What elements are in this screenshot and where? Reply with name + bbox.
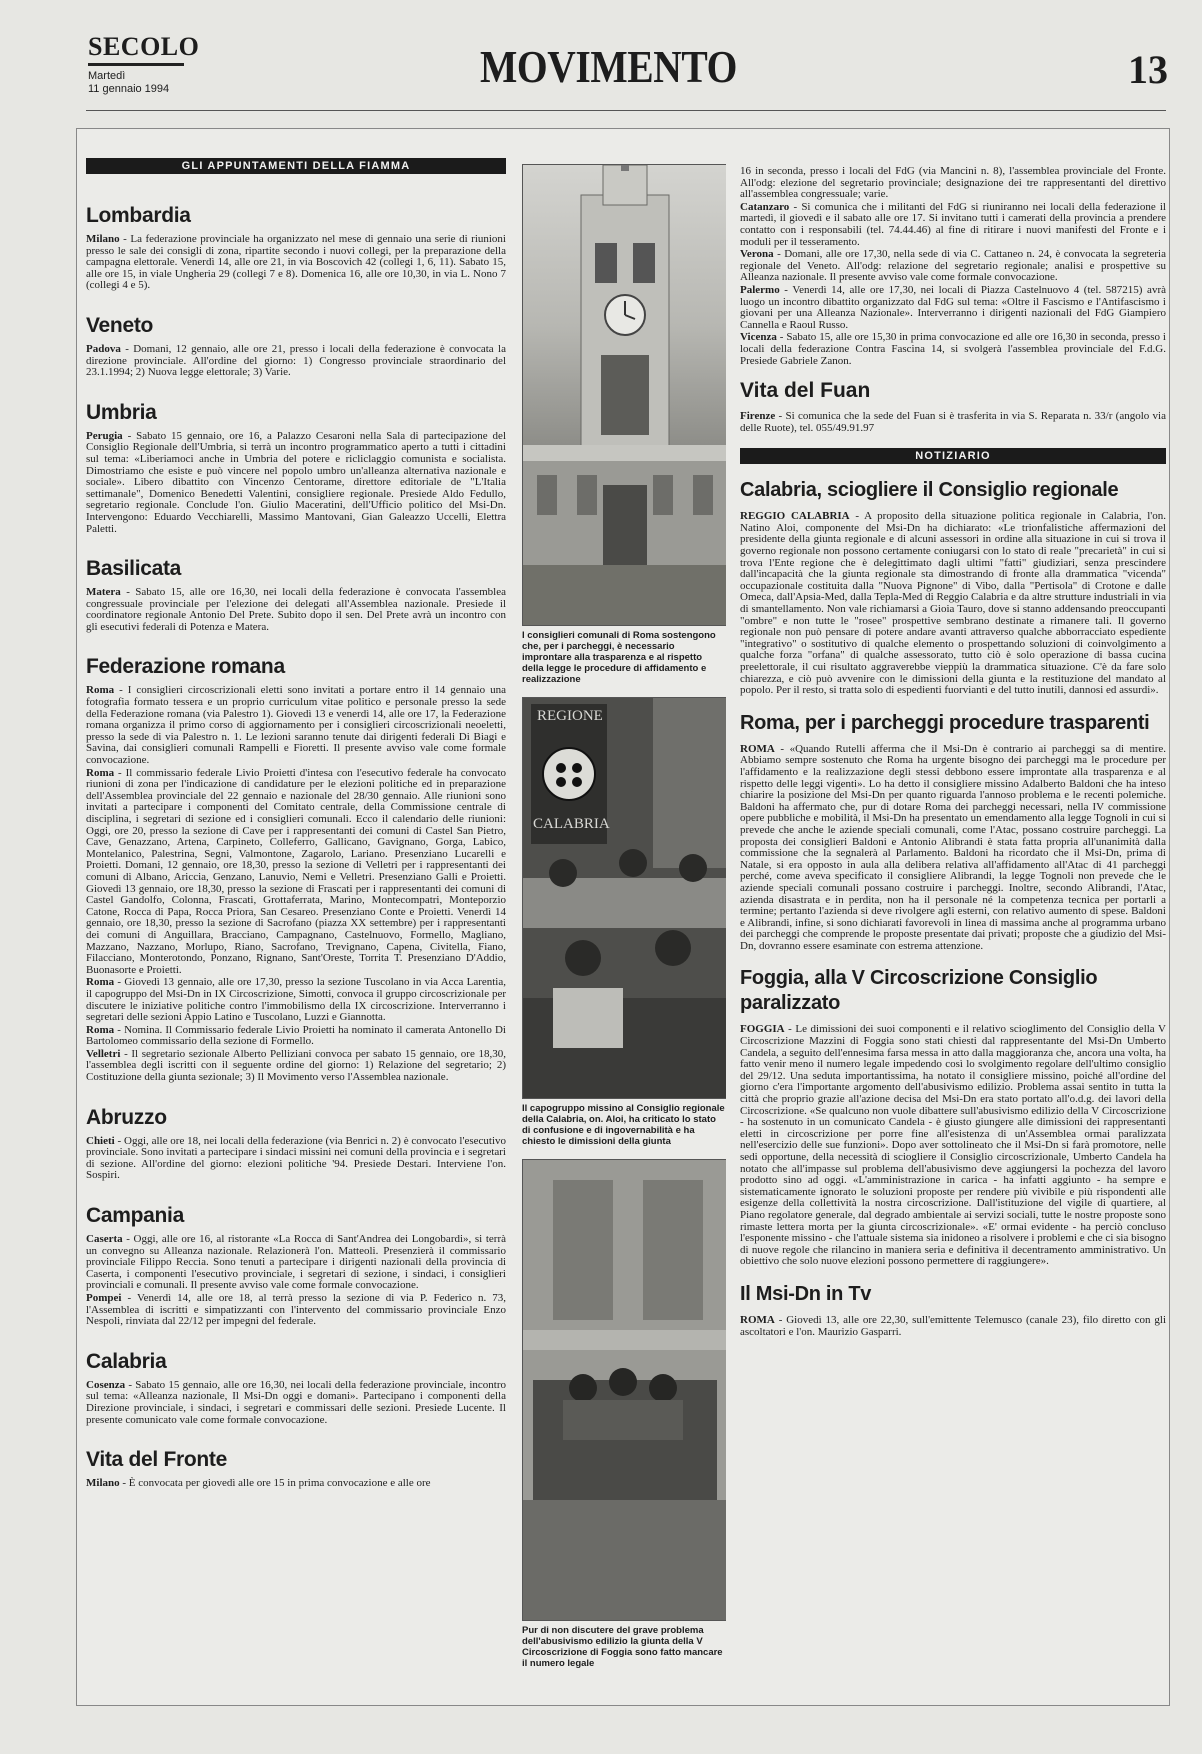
article-roma-body — [740, 744, 1166, 953]
appointment-city: Roma — [86, 1023, 115, 1036]
fronte-paragraph — [740, 249, 1166, 284]
fronte-city: Catanzaro — [740, 200, 790, 213]
appointment-city: Perugia — [86, 429, 123, 442]
appointment-text: - Giovedì 13 gennaio, alle ore 17,30, presso la sezione Tuscolano in via Acca Larentia, il capogruppo del Msi-Dn in IX Circoscrizione, Simotti, convoca il gruppo circoscrizionale per discutere le iniziative politiche contro l'immobilismo della IX circoscrizione. Interverranno i segretari delle sezioni Appio Latino e Tuscolano, Luzzi e Giannotta. — [86, 976, 506, 1024]
issue-date — [88, 70, 169, 96]
region-heading: Veneto — [86, 313, 154, 337]
appointment-city: Velletri — [86, 1047, 121, 1060]
calabria-council-photo — [522, 697, 726, 1099]
appointment-text: - Sabato 15 gennaio, alle ore 16,30, nei locali della federazione provinciale, incontro sul tema: «Alleanza nazionale, Il Msi-Dn oggi e domani». Partecipano i componenti della Direzione provinciale, i sindaci, i segretari e commissari delle sezioni. Presiede Lucente. Il presente comunicato vale come formale convocazione. — [86, 1378, 506, 1426]
article-tv-lead: ROMA — [740, 1313, 775, 1326]
capitol-tower-photo — [522, 164, 726, 626]
region-heading: Basilicata — [86, 557, 182, 581]
fuan-heading: Vita del Fuan — [740, 379, 871, 403]
article-foggia-text: - Le dimissioni dei suoi componenti e il relativo scioglimento del Consiglio della V Circoscrizione Mazzini di Foggia sono stati chiesti dal rappresentante del Msi-Dn Umberto Candela, a seguito dell'ennesima farsa messa in atto dalla maggioranza che, ancora una volta, ha fatto venir meno il numero legale impedendo così lo svolgimento regolare dell'ultimo consiglio del 29/12. Una seduta importantissima, ha notato il consigliere missino, poiché all'ordine del giorno c'era l'importante argomento dell'abusivismo edilizio. Problema assai sentito in tutta la città che proprio grazie all'azione decisa del Msi-Dn era stato portato all'o.d.g. dei lavori della Circoscrizione. «Se qualcuno non vuole dibattere sull'abusivismo edilizio della V Circoscrizione - ha sostenuto in un comunicato Candela - è giusto giungere alle dimissioni dei rappresentanti eletti in circoscrizione per porre fine all'esistenza di un'Assemblea ormai paralizzata nell'esercizio delle sue funzioni». Dopo aver sottolineato che il Msi-Dn si farà promotore, nelle sedi opportune, della necessità di sciogliere il Consiglio circoscrizionale, Umberto Candela ha notato che all'impasse sul problema dell'abusivismo deve aggiungersi la pochezza del lavoro prodotto sino ad oggi. «L'amministrazione in carica - ha infatti aggiunto - ha sempre e sistematicamente ignorato le soluzioni proposte per rendere più vivibile e più rispondenti alle esigenze della collettività la nostra circoscrizione. Dall'istituzione del vigile di quartiere, al Piano regolatore generale, dal degrado ambientale ai servizi sociali, tutte le nostre proposte sono rimaste lettera morta per la giunta circoscrizionale». «E' ormai evidente - ha perciò concluso l'esponente missino - che l'attuale sistema sia inidoneo a risolvere i problemi e che ci sia bisogno di nuove regole che rilancino in maniera seria e definitiva il decentramento amministrativo. Un obiettivo che solo nuove elezioni possono permettere di raggiungere». — [740, 1023, 1166, 1268]
article-roma-text: - «Quando Rutelli afferma che il Msi-Dn è contrario ai parcheggi sa di mentire. Abbiamo sempre sostenuto che Roma ha urgente bisogno dei parcheggi ma le procedure per l'affidamento e la realizzazione degli stessi debbono essere improntate alla trasparenza e al rispetto delle leggi vigenti». Lo ha detto il consigliere missino Adalberto Baldoni che ha inteso chiarire la posizione del Msi-Dn per quanto riguarda l'annoso problema e le recenti polemiche. Baldoni ha affermato che, pur di dotare Roma dei parcheggi necessari, nella IV commissione opere pubbliche e mobilità, il Msi-Dn ha presentato un emendamento alla legge Tognoli in cui si prevede che anche le aziende speciali comunali, come l'Atac, possano costruire parcheggi. La proposta dei consiglieri Baldoni e Antonio Alibrandi è stata fatta propria all'unanimità dalla commissione che la segnalerà al Parlamento. Baldoni ha ricordato che il Msi-Dn, prima di Natale, si era opposto in aula alla delibera relativa all'affidamento all'Atac di 41 parcheggi perché, come aveva specificato il consigliere Alibrandi, la legge Tognoli non prevede che le aziende speciali comunali possano costruire i parcheggi. Inoltre, secondo Alibrandi, l'Atac, azienda disastrata e in perdita, non ha il personale né la competenza tecnica per portarli a termine; pertanto l'azienda si deve rivolgere agli esterni, con relativo aumento di spese. Baldoni e Alibrandi, infine, si sono dichiarati favorevoli in linea di massima anche al programma urbano dei parcheggi che comprende le proposte presentate dai privati; proposte che a giudizio del Msi-Dn, dovranno essere esaminate con estrema attenzione. — [740, 742, 1166, 952]
appointment-paragraph — [86, 685, 506, 766]
fronte-text: - Venerdì 14, alle ore 17,30, nei locali di Piazza Castelnuovo 4 (tel. 587215) avrà luogo un incontro dibattito organizzato dal FdG sul tema: «Oltre il Fascismo e l'Antifascismo i giovani per una Alleanza Nazionale». Interverranno i dirigenti nazionali del FdG Giampiero Cannella e Raoul Russo. — [740, 283, 1166, 331]
appointment-text: - I consiglieri circoscrizionali eletti sono invitati a portare entro il 14 gennaio una fotografia formato tessera e un proprio curriculum vitae politico e personale presso la sede della Federazione romana (via Palestro 1). Giovedì 13 e venerdì 14, alle ore 17, la Federazione romana organizza il primo corso di aggiornamento per i consiglieri circoscrizionali neoeletti, presso la sede di via Palestro n. 1. Le lezioni saranno tenute dai dirigenti federali Di Biagi e Savina, dai consiglieri comunali Rampelli e Fioretti. Il presente avviso vale come formale convocazione. — [86, 684, 506, 767]
appointment-text: - Nomina. Il Commissario federale Livio Proietti ha nominato il camerata Antonello Di Bartolomeo commissario della sezione di Formello. — [86, 1023, 506, 1048]
issue-day: Martedì — [88, 70, 126, 82]
article-tv-title: Il Msi-Dn in Tv — [740, 1282, 872, 1305]
appointment-text: - Sabato 15 gennaio, ore 16, a Palazzo Cesaroni nella Sala di partecipazione del Consiglio Regionale dell'Umbria, si terrà un incontro programmatico aperto a tutti i cittadini sul tema: «Liberiamoci anche in Umbria del potere e ricliclaggio comunista e socialista. Dimostriamo che esiste e può vincere nel popolo umbro un'alleanza alternativa nazionale e sociale». Libero dibattito con Vincenzo Centorame, direttore editoriale de "L'Italia settimanale", Domenico Benedetti Valentini, consigliere regionale. Presiede Aldo Fedullo, segretario regionale. Conclude l'on. Giulio Maceratini, dell'Ufficio politico del Msi-Dn. Intervengono: Eduardo Vecchiarelli, Massimo Mantovani, Gian Galeazzo Uccelli, Elettra Paletti. — [86, 429, 506, 535]
appointment-paragraph — [86, 768, 506, 977]
article-foggia-lead: FOGGIA — [740, 1023, 785, 1036]
appointment-city: Chieti — [86, 1134, 115, 1147]
calabria-sign-text: CALABRIA — [533, 816, 610, 832]
calabria-council-illustration — [523, 698, 726, 1098]
appointment-city: Milano — [86, 1477, 120, 1490]
fronte-city: Verona — [740, 248, 774, 261]
fuan-text: - Si comunica che la sede del Fuan si è trasferita in via S. Reparata n. 33/r (angolo via delle Ruote), tel. 055/49.91.97 — [740, 410, 1166, 434]
region-heading: Calabria — [86, 1349, 167, 1373]
appointment-paragraph — [86, 1049, 506, 1084]
appointment-paragraph — [86, 1025, 506, 1048]
appointment-city: Roma — [86, 684, 115, 697]
news-column — [740, 166, 1166, 1700]
article-roma-lead: ROMA — [740, 742, 775, 755]
fronte-paragraph — [740, 332, 1166, 367]
fronte-text: - Si comunica che i militanti del FdG si riuniranno nei locali della federazione il martedì, il giovedì e il sabato alle ore 17. Si invitano tutti i camerati della provincia a prendere contatto con i responsabili (tel. 74.44.46) al fine di ritirare i nuovi manifesti del Fronte e i moduli per il tesseramento. — [740, 200, 1166, 248]
fronte-paragraph — [740, 202, 1166, 248]
appointment-paragraph — [86, 977, 506, 1023]
appointment-paragraph — [86, 1234, 506, 1292]
region-heading: Federazione romana — [86, 655, 285, 679]
appointment-text: - La federazione provinciale ha organizzato nel mese di gennaio una serie di riunioni presso le sale dei consigli di zona, ripartite secondo i nuovi collegi, per la preparazione della campagna elettorale. Venerdì 14, alle ore 21, in via Boscovich 42 (collegi 1, 6, 11). Sabato 15, alle ore 15, in viale Ungheria 29 (collegi 7 e 8). Domenica 16, alle ore 10,30, in via L. Nono 7 (collegi 4 e 5). — [86, 233, 506, 292]
header-rule — [86, 110, 1166, 111]
region-heading: Vita del Fronte — [86, 1448, 227, 1472]
fuan-lead: Firenze — [740, 410, 776, 423]
fronte-paragraph — [740, 285, 1166, 331]
capitol-tower-illustration — [523, 165, 726, 625]
notiziario-banner: NOTIZIARIO — [740, 448, 1166, 464]
appointment-text: - Domani, 12 gennaio, alle ore 21, presso i locali della federazione è convocata la direzione provinciale. All'ordine del giorno: 1) Congresso provinciale straordinario del 23.1.1994; 2) Nuova legge elettorale; 3) Varie. — [86, 342, 506, 379]
page-number: 13 — [1128, 47, 1168, 92]
appointment-city: Roma — [86, 976, 115, 989]
appointment-city: Pompei — [86, 1292, 122, 1304]
appointment-city: Cosenza — [86, 1378, 126, 1391]
photo2-caption: Il capogruppo missino al Consiglio regionale della Calabria, on. Aloi, ha criticato lo stato di confusione e di ingovernabilità e ha chiesto le dimissioni della giunta — [522, 1103, 725, 1147]
appointment-city: Roma — [86, 766, 115, 779]
appointments-banner: GLI APPUNTAMENTI DELLA FIAMMA — [86, 158, 506, 174]
region-heading: Lombardia — [86, 204, 191, 227]
region-heading: Campania — [86, 1204, 184, 1228]
article-calabria-text: - A proposito della situazione politica regionale in Calabria, l'on. Natino Aloi, componente del Msi-Dn ha dichiarato: «Le trionfalistiche affermazioni del presidente della giunta regionale e di alcuni assessori in ordine alla situazione in cui si trova il governo regionale non possono certamente coniugarsi con lo stato di reale "precarietà" in cui si trova l'Ente regione che è delegittimato dagli ultimi "fatti" giudiziari, senza prescindere dall'incapacità che la giunta regionale sta dimostrando di fronte alla drammatica "vicenda" occupazionale costituita dalla "Nuova Pignone" di Vibo, dalla "Pertisola" di Crotone e dalle Omeca, dall'Apsia-Med, dalla Tepla-Med di Reggio Calabria e da altre strutture industriali in via di smantellamento. Non vale richiamarsi a Gioia Tauro, dove si stanno addensando preoccupanti "ombre" e non tutte le "rosee" prospettive sembrano destinate a rimanere tali. Il governo regionale non può pensare di potere andare avanti attraverso qualche abborracciato espediente "integrativo" o sostitutivo di qualche elemento o prospettando soluzioni di coinvolgimento a qualche forza "orfana" di qualche assessorato, tutto ciò è solo operazione di bassa cucina preelettorale, il cui risultato aggraverebbe vieppiù la drammatica situazione. C'è da fare solo chiarezza, e ciò può avvenire con le dimissioni della giunta e la restituzione del mandato al popolo. Per il resto, si tratta solo di espedienti fuorvianti e del tutto inutili, dannosi ed assurdi». — [740, 510, 1166, 697]
appointments-column — [86, 158, 506, 1698]
appointment-text: - Oggi, alle ore 16, al ristorante «La Rocca di Sant'Andrea dei Longobardi», si terrà un convegno su Alleanza nazionale. Relazionerà l'on. Matteoli. Presenzierà il commissario provinciale Filippo Reccia. Sono tenuti a partecipare i dirigenti nazionali della provincia di Caserta, i componenti l'esecutivo provinciale, i segretari di sezione, i sindaci, i consiglieri provinciali e comunali. Il presente avviso vale come formale convocazione. — [86, 1233, 506, 1292]
foggia-council-illustration — [523, 1160, 726, 1620]
fronte-paragraph — [740, 166, 1166, 201]
appointment-text: - Sabato 15, alle ore 16,30, nei locali della federazione è convocata l'assemblea congressuale provinciale per l'elezione dei delegati all'Assemblea nazionale. Presiede il coordinatore regionale Antonio Del Prete. Subito dopo il sen. Del Prete avrà un incontro con gli esecutivi federali di Potenza e Matera. — [86, 586, 506, 633]
appointment-city: Padova — [86, 342, 121, 355]
issue-date-text: 11 gennaio 1994 — [88, 83, 170, 95]
fuan-paragraph — [740, 411, 1166, 434]
photo-column — [522, 164, 726, 1700]
appointment-text: - Oggi, alle ore 18, nei locali della federazione (via Benrici n. 2) è convocato l'esecutivo provinciale. Sono invitati a partecipare i sindaci missini nei comuni della provincia e i segretari di sezione. All'ordine del giorno: elezioni politiche '94. Presiede Destari. Interviene l'on. Sospiri. — [86, 1134, 506, 1182]
appointment-text: - Venerdì 14, alle ore 18, al terrà presso la sezione di via P. Federico n. 73, l'Assemblea di iscritti e simpatizzanti con l'intervento del commissario provinciale Enzo Nespoli, rinviata dal 22/12 per impegni del federale. — [86, 1292, 506, 1328]
appointment-paragraph — [86, 1293, 506, 1328]
appointment-paragraph — [86, 1380, 506, 1426]
region-heading: Abruzzo — [86, 1105, 167, 1129]
article-foggia-title: Foggia, alla V Circoscrizione Consiglio paralizzato — [740, 967, 1098, 1015]
article-foggia-body — [740, 1024, 1166, 1267]
appointment-text: - Il commissario federale Livio Proietti d'intesa con l'esecutivo federale ha convocato riunioni di zona per l'indicazione di candidature per le elezioni politiche ed in preparazione dell'Assemblea provinciale del 22 gennaio e nazionale del 28/30 gennaio. Alle riunioni sono invitati a partecipare i componenti del Comitato centrale, della Commissione centrale di disciplina, i segretari di sezione ed i consiglieri comunali. Ecco il calendario delle riunioni: Oggi, ore 20, presso la sezione di Cave per i rappresentanti dei comuni di Castel San Pietro, Cave, Genazzano, Artena, Carpineto, Colleferro, Gallicano, Gavignano, Gorga, Labico, Montelanico, Palestrina, Segni, Valmontone, Zagarolo, Lariano. Presenziano Lucarelli e Proietti. Domani, 12 gennaio, ore 18,30, presso la sezione di Velletri per i rappresentanti dei comuni di Albano, Ariccia, Genzano, Lanuvio, Nemi e Velletri. Presenziano Galli e Proietti. Giovedì 13 gennaio, ore 18,30, presso la sezione di Frascati per i rappresentanti dei comuni di Castel Gandolfo, Colonna, Frascati, Grottaferrata, Marino, Montecompatri, Monteporzio Catone, Rocca di Papa, Rocca Priora, San Cesareo. Presenziano Conte e Proietti. Venerdì 14 gennaio, ore 18,30, presso la sezione di Sacrofano (piazza XX settembre) per i rappresentanti dei comuni di Anguillara, Bracciano, Campagnano, Castelnuovo, Formello, Magliano, Mazzano, Nazzano, Morlupo, Riano, Sacrofano, Trevignano, Capena, Civitella, Fiano, Filacciano, Monterotondo, Ponzano, Rignano, Sant'Oreste, Torrita T. Presenziano D'Addio, Buonasorte e Proietti. — [86, 766, 506, 976]
fronte-city: Palermo — [740, 283, 780, 296]
article-tv-text: - Giovedì 13, alle ore 22,30, sull'emittente Telemusco (canale 23), filo diretto con gli ascoltatori e l'on. Maurizio Gasparri. — [740, 1313, 1166, 1338]
article-calabria-body — [740, 511, 1166, 697]
region-sign-text: REGIONE — [537, 708, 603, 724]
article-tv-body — [740, 1315, 1166, 1338]
appointment-text: - È convocata per giovedì alle ore 15 in prima convocazione e alle ore — [119, 1477, 431, 1490]
fronte-continued — [740, 166, 1166, 367]
appointments-list — [86, 204, 506, 1490]
region-heading: Umbria — [86, 400, 157, 424]
newspaper-logo: SECOLO — [88, 32, 199, 66]
appointment-paragraph — [86, 1478, 506, 1490]
appointment-paragraph — [86, 1136, 506, 1182]
appointment-paragraph — [86, 344, 506, 379]
photo3-caption: Pur di non discutere del grave problema dell'abusivismo edilizio la giunta della V Circoscrizione di Foggia sono fatto mancare il numero legale — [522, 1625, 723, 1669]
appointment-city: Caserta — [86, 1233, 123, 1246]
appointment-text: - Il segretario sezionale Alberto Pelliziani convoca per sabato 15 gennaio, ore 18,30, l'assemblea degli iscritti con il seguente ordine del giorno: 1) Relazione del segretario; 2) Costituzione della giunta sezionale; 3) Il Movimento verso l'Assemblea nazionale. — [86, 1047, 506, 1084]
article-calabria-lead: REGGIO CALABRIA — [740, 510, 850, 523]
appointment-paragraph — [86, 587, 506, 633]
article-roma-title: Roma, per i parcheggi procedure trasparenti — [740, 711, 1150, 734]
appointment-city: Matera — [86, 586, 121, 599]
appointment-city: Milano — [86, 233, 120, 245]
fronte-text: - Domani, alle ore 17,30, nella sede di via C. Cattaneo n. 24, è convocata la segreteria regionale del Veneto. All'odg: relazione del segretario regionale; analisi e prospettive su Alleanza nazionale. Il presente avviso vale come formale convocazione. — [740, 248, 1166, 284]
photo1-caption: I consiglieri comunali di Roma sostengono che, per i parcheggi, è necessario improntare alla trasparenza e al rispetto della legge le procedure di affidamento e realizzazione — [522, 630, 716, 685]
fronte-text: - Sabato 15, alle ore 15,30 in prima convocazione ed alle ore 16,30 in seconda, presso i locali della federazione Contra Fascina 14, si svolgerà l'assemblea provinciale del F.d.G. Presiede Gabriele Zanon. — [740, 331, 1166, 367]
fronte-text: 16 in seconda, presso i locali del FdG (via Mancini n. 8), l'assemblea provinciale del Fronte. All'odg: elezione del segretario provinciale; designazione dei tre rappresentanti del direttivo all'assemblea congressuale; varie. — [740, 166, 1166, 201]
foggia-council-photo — [522, 1159, 726, 1621]
section-title: MOVIMENTO — [480, 41, 737, 92]
article-calabria-title: Calabria, sciogliere il Consiglio regionale — [740, 479, 1119, 502]
appointment-paragraph — [86, 234, 506, 292]
fronte-city: Vicenza — [740, 331, 777, 344]
appointment-paragraph — [86, 431, 506, 535]
